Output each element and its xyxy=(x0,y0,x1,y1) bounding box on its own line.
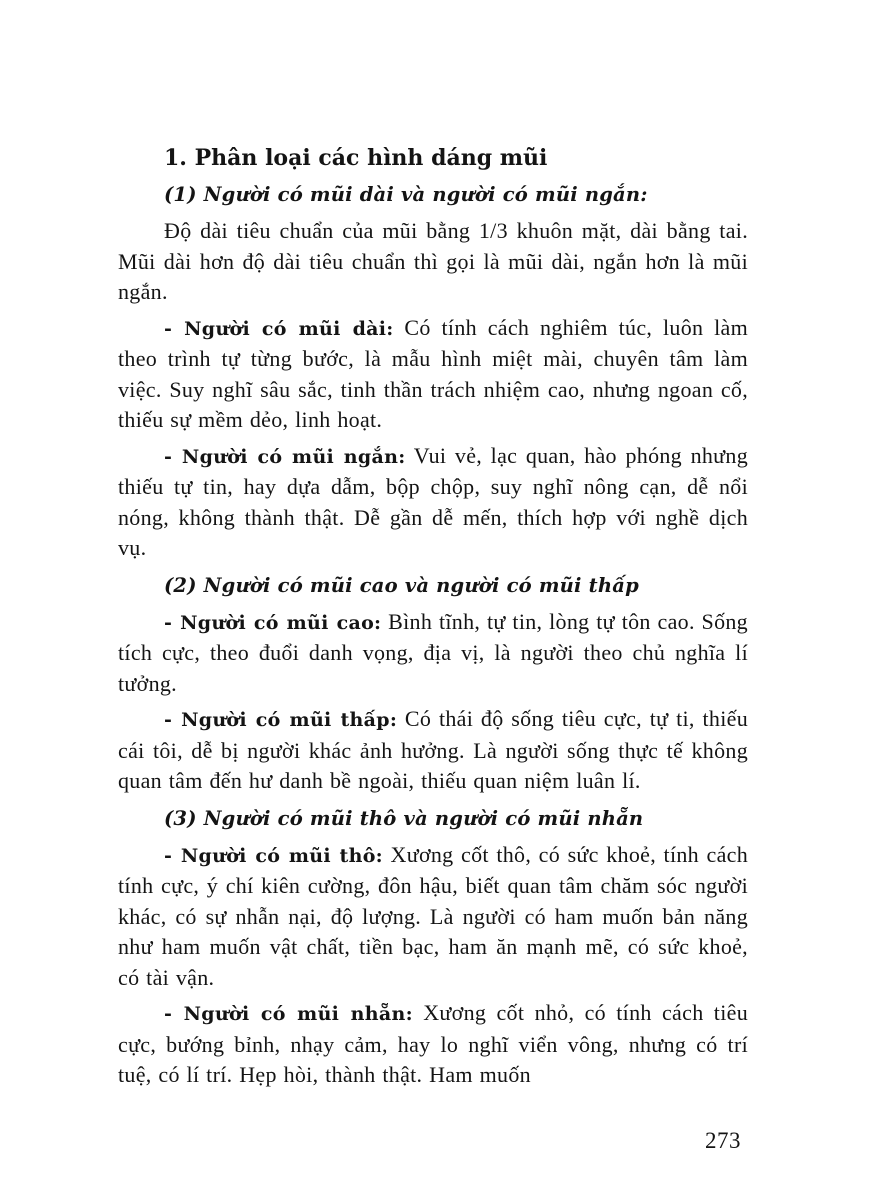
paragraph-text: Độ dài tiêu chuẩn của mũi bằng 1/3 khuôn mặt, dài bằng tai. Mũi dài hơn độ dài tiêu chuẩn thì gọi là mũi dài, ngắn hơn là mũi ngắn. xyxy=(118,218,748,304)
paragraph-lead: - Người có mũi nhẵn: xyxy=(164,1003,413,1025)
subheading-long-short-nose: (1) Người có mũi dài và người có mũi ngắn: xyxy=(164,183,648,206)
page-number: 273 xyxy=(705,1128,741,1153)
paragraph-lead: - Người có mũi ngắn: xyxy=(164,445,406,468)
paragraph xyxy=(118,840,748,994)
subheading-high-low-nose: (2) Người có mũi cao và người có mũi thấp xyxy=(164,573,639,597)
paragraph-lead: - Người có mũi thô: xyxy=(164,844,383,867)
paragraph xyxy=(118,441,748,564)
paragraph-text: Bình tĩnh, tự tin, lòng tự tôn cao. Sống tích cực, theo đuổi danh vọng, địa vị, là người theo chủ nghĩa lí tưởng. xyxy=(118,608,748,696)
section-heading: 1. Phân loại các hình dáng mũi xyxy=(164,145,548,171)
paragraph xyxy=(118,607,748,700)
paragraph-lead: - Người có mũi cao: xyxy=(164,611,382,634)
paragraph-lead: - Người có mũi dài: xyxy=(164,317,394,340)
page-body xyxy=(118,140,748,1096)
subheading-coarse-smooth-nose: (3) Người có mũi thô và người có mũi nhẵn xyxy=(164,806,644,830)
paragraph-text: Có tính cách nghiêm túc, luôn làm theo trình tự từng bước, là mẫu hình miệt mài, chuyên tâm làm việc. Suy nghĩ sâu sắc, tinh thần trách nhiệm cao, nhưng ngoan cố, thiếu sự mềm dẻo, linh hoạt. xyxy=(118,314,748,432)
paragraph-text: Xương cốt thô, có sức khoẻ, tính cách tính cực, ý chí kiên cường, đôn hậu, biết quan tâm chăm sóc người khác, có sự nhẫn nại, độ lượng. Là người có ham muốn bản năng như ham muốn vật chất, tiền bạc, ham ăn mạnh mẽ, có sức khoẻ, có tài vận. xyxy=(118,841,748,990)
paragraph xyxy=(118,216,748,308)
paragraph-lead: - Người có mũi thấp: xyxy=(164,709,398,731)
paragraph xyxy=(118,998,748,1091)
paragraph xyxy=(118,704,748,797)
paragraph xyxy=(118,313,748,436)
paragraph-text: Xương cốt nhỏ, có tính cách tiêu cực, bướng bỉnh, nhạy cảm, hay lo nghĩ viển vông, nhưng có trí tuệ, có lí trí. Hẹp hòi, thành thật. Ham muốn xyxy=(118,1000,748,1087)
paragraph-text: Vui vẻ, lạc quan, hào phóng nhưng thiếu tự tin, hay dựa dẫm, bộp chộp, suy nghĩ nông cạn, dễ nổi nóng, không thành thật. Dễ gần dễ mến, thích hợp với nghề dịch vụ. xyxy=(118,442,748,560)
paragraph-text: Có thái độ sống tiêu cực, tự ti, thiếu cái tôi, dễ bị người khác ảnh hưởng. Là người sống thực tế không quan tâm đến hư danh bề ngoài, thiếu quan niệm luân lí. xyxy=(118,706,748,793)
